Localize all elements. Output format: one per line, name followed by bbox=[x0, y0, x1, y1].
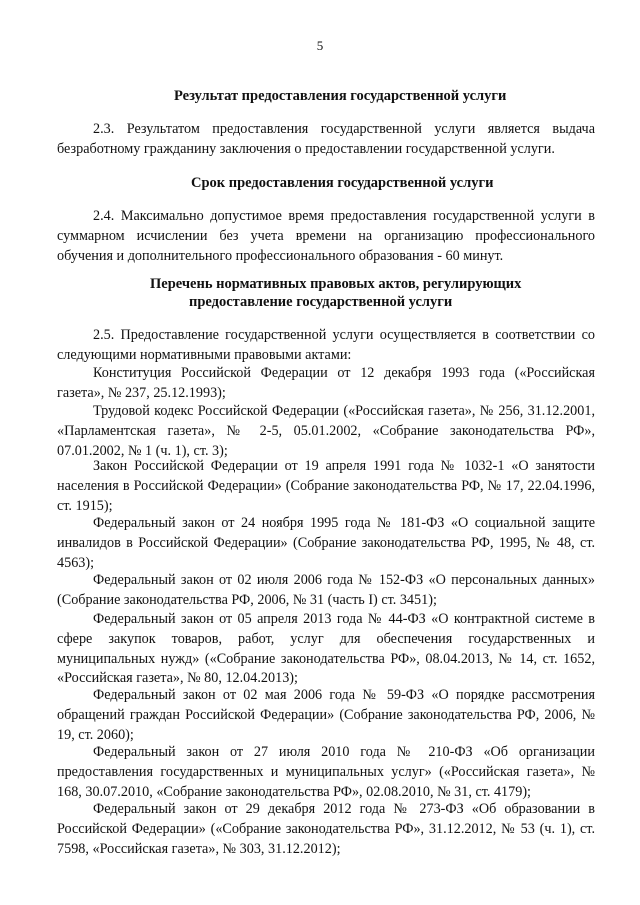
heading-term: Срок предоставления государственной услуги bbox=[191, 175, 494, 191]
legal-act-item: Федеральный закон от 24 ноября 1995 года № 181-ФЗ «О социальной защите инвалидов в Российской Федерации» (Собрание законодательства РФ, 1995, № 48, ст. 4563); bbox=[57, 515, 595, 571]
heading-result: Результат предоставления государственной услуги bbox=[174, 88, 507, 104]
legal-act-item: Федеральный закон от 27 июля 2010 года № 210-ФЗ «Об организации предоставления государственных и муниципальных услуг» («Российская газета», № 168, 30.07.2010, «Собрание законодательства РФ», 02.08.2010, № 31, ст. 4179); bbox=[57, 744, 595, 800]
paragraph-2-4: 2.4. Максимально допустимое время предоставления государственной услуги в суммарном исчислении без учета времени на организацию профессионального обучения и дополнительного профессионального образования - 60 минут. bbox=[57, 208, 595, 264]
heading-acts-line2: предоставление государственной услуги bbox=[189, 294, 453, 310]
legal-act-item: Закон Российской Федерации от 19 апреля 1991 года № 1032-1 «О занятости населения в Российской Федерации» (Собрание законодательства РФ, № 17, 22.04.1996, ст. 1915); bbox=[57, 458, 595, 514]
paragraph-2-5: 2.5. Предоставление государственной услуги осуществляется в соответствии со следующими нормативными правовыми актами: bbox=[57, 327, 595, 363]
legal-act-item: Федеральный закон от 05 апреля 2013 года № 44-ФЗ «О контрактной системе в сфере закупок товаров, работ, услуг для обеспечения государственных и муниципальных нужд» («Собрание законодательства РФ», 08.04.2013, № 14, ст. 1652, «Российская газета», № 80, 12.04.2013); bbox=[57, 611, 595, 687]
legal-act-item: Трудовой кодекс Российской Федерации («Российская газета», № 256, 31.12.2001, «Парламентская газета», № 2-5, 05.01.2002, «Собрание законодательства РФ», 07.01.2002, № 1 (ч. 1), ст. 3); bbox=[57, 403, 595, 459]
legal-act-item: Федеральный закон от 02 июля 2006 года № 152-ФЗ «О персональных данных» (Собрание законодательства РФ, 2006, № 31 (часть I) ст. 3451); bbox=[57, 572, 595, 608]
paragraph-2-3: 2.3. Результатом предоставления государственной услуги является выдача безработному гражданину заключения о предоставлении государственной услуги. bbox=[57, 121, 595, 157]
legal-act-item: Федеральный закон от 02 мая 2006 года № 59-ФЗ «О порядке рассмотрения обращений граждан Российской Федерации» (Собрание законодательства РФ, 2006, № 19, ст. 2060); bbox=[57, 687, 595, 743]
legal-act-item: Конституция Российской Федерации от 12 декабря 1993 года («Российская газета», № 237, 25.12.1993); bbox=[57, 365, 595, 401]
legal-act-item: Федеральный закон от 29 декабря 2012 года № 273-ФЗ «Об образовании в Российской Федерации» («Собрание законодательства РФ», 31.12.2012, № 53 (ч. 1), ст. 7598, «Российская газета», № 303, 31.12.2012); bbox=[57, 801, 595, 857]
page-number: 5 bbox=[316, 38, 324, 53]
heading-acts-line1: Перечень нормативных правовых актов, регулирующих bbox=[150, 276, 522, 292]
